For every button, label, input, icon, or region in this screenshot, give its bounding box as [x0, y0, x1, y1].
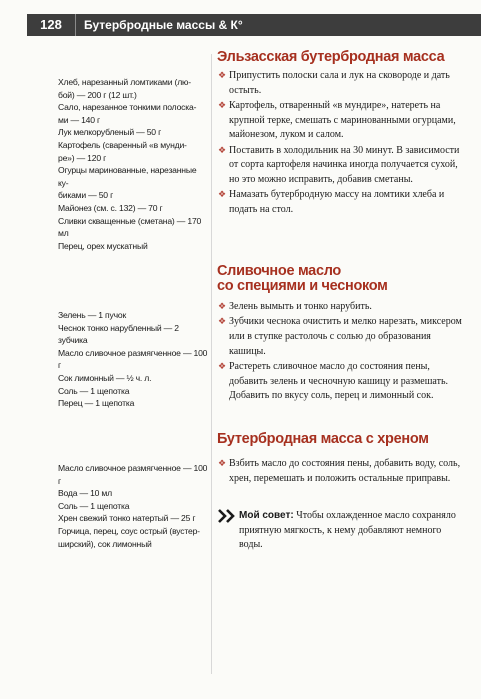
diamond-bullet-icon: ❖ [218, 145, 227, 156]
step-item [218, 188, 462, 217]
step-text: Взбить масло до состояния пены, добавить воду, соль, хрен, перемешать и положить остальные приправы. [229, 458, 461, 484]
step-text: Зелень вымыть и тонко нарубить. [229, 301, 372, 312]
ingredient-line: Вода — 10 мл [58, 488, 112, 499]
ingredient-line: Перец — 1 щепотка [58, 398, 135, 409]
page-header [27, 14, 481, 36]
ingredient-list [58, 76, 208, 252]
step-text: Растереть сливочное масло до состояния пены, добавить зелень и чесночную кашицу и размешать. Добавить по вкусу соль, перец и лимонный сок. [229, 360, 449, 402]
ingredient-line: Сливки скващенные (сметана) — 170 мл [58, 215, 202, 239]
recipe-title [217, 432, 467, 447]
diamond-bullet-icon: ❖ [218, 190, 227, 201]
ingredient-line: Соль — 1 щепотка [58, 385, 130, 396]
chapter-title: Бутербродные массы & К° [84, 18, 243, 32]
recipe-title-line: Сливочное масло [217, 263, 341, 279]
diamond-bullet-icon: ❖ [218, 317, 227, 328]
step-item [218, 315, 462, 359]
diamond-bullet-icon: ❖ [218, 71, 227, 81]
diamond-bullet-icon: ❖ [218, 100, 227, 111]
ingredient-line: Соль — 1 щепотка [58, 500, 130, 511]
recipe-title-line: Бутербродная масса с хреном [217, 431, 429, 447]
ingredient-list [58, 309, 208, 410]
ingredient-line: Хлеб, нарезанный ломтиками (лю- [58, 77, 191, 87]
recipe-title [217, 264, 467, 294]
ingredient-line: Лук мелкорубленый — 50 г [58, 127, 162, 138]
step-list [218, 300, 462, 404]
diamond-bullet-icon: ❖ [218, 361, 227, 372]
ingredient-line: Огурцы маринованные, нарезанные ку- [58, 165, 197, 188]
step-text: Поставить в холодильник на 30 минут. В зависимости от сорта картофеля начинка иногда получается сухой, но это можно исправить, добавив сметаны. [229, 144, 460, 185]
diamond-bullet-icon: ❖ [218, 459, 227, 469]
ingredient-line: Горчица, перец, соус острый (вустер- [58, 525, 200, 536]
ingredient-line: Сок лимонный — ½ ч. л. [58, 372, 152, 383]
step-text: Зубчики чеснока очистить и мелко нарезать, миксером или в ступке растолочь с солью до образования кашицы. [229, 316, 462, 357]
step-list [218, 457, 462, 487]
ingredient-line: бой) — 200 г (12 шт.) [58, 89, 137, 100]
ingredient-line: Зелень — 1 пучок [58, 310, 127, 320]
tip-body [218, 509, 462, 553]
recipe-title [217, 50, 467, 65]
tip-label: Мой совет: [239, 510, 294, 521]
ingredient-line: Картофель (сваренный «в мунди- [58, 139, 187, 150]
ingredient-line: Масло сливочное размягченное — 100 г [58, 463, 208, 486]
ingredient-line: биками — 50 г [58, 190, 114, 201]
step-list [218, 69, 462, 218]
step-item [218, 457, 462, 486]
ingredient-line: ми — 140 г [58, 114, 100, 125]
ingredient-line: Сало, нарезанное тонкими полоска- [58, 102, 197, 113]
recipe-title-line: со специями и чесноком [217, 278, 388, 294]
tip-box [218, 509, 462, 553]
step-item [218, 144, 462, 188]
recipe-title-line: Эльзасская бутербродная масса [217, 49, 445, 65]
ingredient-list [58, 462, 208, 550]
step-item [218, 99, 462, 143]
tip-text: Чтобы охлажденное масло сохраняло приятную мягкость, к нему добавляют немного воды. [239, 510, 456, 551]
step-item [218, 300, 462, 315]
ingredient-line: ширский), сок лимонный [58, 538, 152, 549]
step-item [218, 360, 462, 404]
ingredient-line: ре») — 120 г [58, 152, 107, 163]
ingredient-line: Перец, орех мускатный [58, 240, 148, 251]
step-text: Припустить полоски сала и лук на сковороде и дать остыть. [229, 70, 450, 96]
page-number: 128 [27, 14, 76, 36]
step-text: Намазать бутербродную массу на ломтики хлеба и подать на стол. [229, 189, 445, 215]
diamond-bullet-icon: ❖ [218, 302, 227, 312]
ingredient-line: Масло сливочное размягченное — 100 г [58, 347, 208, 371]
step-item [218, 69, 462, 98]
ingredient-line: Хрен свежий тонко натертый — 25 г [58, 513, 196, 524]
ingredient-line: Чеснок тонко нарубленный — 2 зубчика [58, 322, 179, 346]
step-text: Картофель, отваренный «в мундире», натереть на крупной терке, смешать с маринованными огурцами, майонезом, луком и салом. [229, 99, 456, 141]
double-chevron-icon [218, 509, 236, 523]
column-divider [211, 54, 212, 674]
ingredient-line: Майонез (см. с. 132) — 70 г [58, 202, 163, 213]
